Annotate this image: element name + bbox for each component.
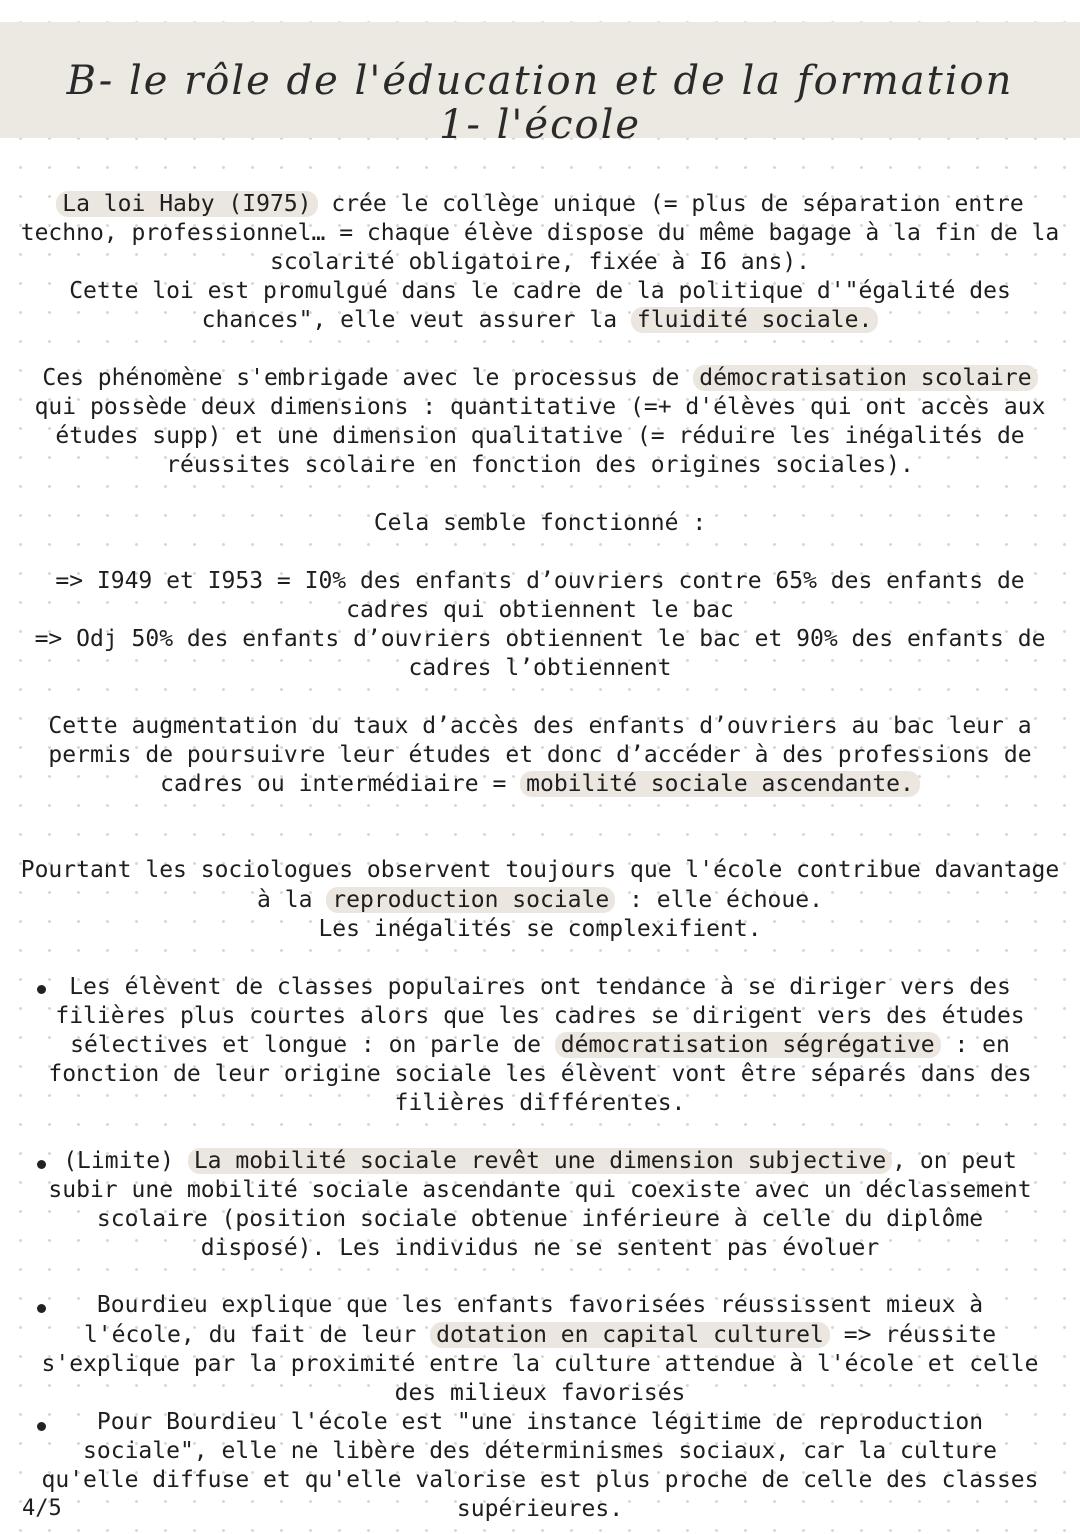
text-line	[0, 1466, 1080, 1495]
subsection-title: 1- l'école	[438, 102, 642, 148]
text-segment: cadres l’obtiennent	[408, 655, 672, 681]
text-line	[0, 1147, 1080, 1176]
text-segment: crée le collège unique (= plus de séparation entre	[317, 191, 1024, 217]
highlighted-term: démocratisation scolaire	[693, 365, 1037, 391]
text-line	[0, 364, 1080, 393]
text-segment: Ces phénomène s'embrigade avec le processus de	[42, 365, 694, 391]
text-segment: cadres ou intermédiaire =	[160, 771, 521, 797]
highlighted-term: démocratisation ségrégative	[555, 1032, 941, 1058]
text-segment: => Odj 50% des enfants d’ouvriers obtiennent le bac et 90% des enfants de	[34, 626, 1046, 652]
text-line	[0, 915, 1080, 944]
text-line	[0, 306, 1080, 335]
highlighted-term: reproduction sociale	[326, 887, 615, 913]
text-line	[0, 422, 1080, 451]
text-line	[0, 770, 1080, 799]
text-line	[0, 625, 1080, 654]
text-segment: permis de poursuivre leur études et donc d’accéder à des professions de	[48, 742, 1032, 768]
text-segment: filières plus courtes alors que les cadres se dirigent vers des études	[55, 1003, 1025, 1029]
text-segment: études supp) et une dimension qualitative (= réduire les inégalités de	[55, 423, 1025, 449]
text-segment: Pourtant les sociologues observent toujours que l'école contribue davantage	[20, 857, 1060, 883]
text-segment: Cela semble fonctionné :	[373, 510, 707, 536]
bullet-dot-icon	[37, 1160, 46, 1169]
text-segment: subir une mobilité sociale ascendante qui coexiste avec un déclassement	[48, 1177, 1032, 1203]
text-segment: réussites scolaire en fonction des origines sociales).	[166, 452, 914, 478]
text-line	[0, 219, 1080, 248]
text-segment: scolaire (position sociale obtenue inférieure à celle du diplôme	[96, 1206, 984, 1232]
text-line	[0, 1495, 1080, 1524]
text-segment: Cette augmentation du taux d’accès des enfants d’ouvriers au bac leur a	[48, 713, 1032, 739]
text-line	[0, 654, 1080, 683]
bullet-dot-icon	[37, 1304, 46, 1313]
text-line	[0, 1031, 1080, 1060]
text-line	[0, 973, 1080, 1002]
text-segment: (Limite)	[63, 1148, 188, 1174]
text-segment: scolarité obligatoire, fixée à I6 ans).	[269, 249, 811, 275]
text-line	[0, 248, 1080, 277]
text-segment: sélectives et longue : on parle de	[70, 1032, 555, 1058]
text-segment: => I949 et I953 = I0% des enfants d’ouvriers contre 65% des enfants de	[55, 568, 1025, 594]
highlighted-term: fluidité sociale.	[631, 307, 878, 333]
text-segment: qu'elle diffuse et qu'elle valorise est plus proche de celle des classes	[41, 1467, 1039, 1493]
bullet-dot-icon	[37, 1422, 46, 1431]
text-line	[0, 1234, 1080, 1263]
highlighted-term: La mobilité sociale revêt une dimension subjective	[188, 1148, 892, 1174]
text-line	[0, 712, 1080, 741]
text-segment: supérieures.	[456, 1496, 624, 1522]
text-line	[0, 1176, 1080, 1205]
text-segment: l'école, du fait de leur	[83, 1322, 431, 1348]
text-segment: filières différentes.	[394, 1090, 686, 1116]
text-line	[0, 190, 1080, 219]
text-segment: disposé). Les individus ne se sentent pas évoluer	[200, 1235, 880, 1261]
text-segment: Les élèvent de classes populaires ont tendance à se diriger vers des	[69, 974, 1011, 1000]
text-line	[0, 1408, 1080, 1437]
text-line	[0, 1002, 1080, 1031]
text-segment: à la	[257, 887, 327, 913]
text-line	[0, 509, 1080, 538]
highlighted-term: dotation en capital culturel	[430, 1322, 830, 1348]
bullet-dot-icon	[37, 985, 46, 994]
text-segment: : en	[940, 1032, 1010, 1058]
text-segment: des milieux favorisés	[394, 1380, 686, 1406]
text-line	[0, 1379, 1080, 1408]
text-line	[0, 856, 1080, 885]
text-line	[0, 596, 1080, 625]
text-line	[0, 1321, 1080, 1350]
text-line	[0, 886, 1080, 915]
text-segment: cadres qui obtiennent le bac	[346, 597, 734, 623]
text-line	[0, 1060, 1080, 1089]
text-line	[0, 393, 1080, 422]
text-segment: Bourdieu explique que les enfants favorisées réussissent mieux à	[96, 1292, 984, 1318]
text-segment: chances", elle veut assurer la	[201, 307, 631, 333]
text-segment: : elle échoue.	[615, 887, 823, 913]
title-banner	[0, 22, 1080, 148]
text-segment: s'explique par la proximité entre la culture attendue à l'école et celle	[41, 1351, 1039, 1377]
text-line	[0, 1291, 1080, 1320]
text-segment: fonction de leur origine sociale les élèvent vont être séparés dans des	[48, 1061, 1032, 1087]
text-segment: qui possède deux dimensions : quantitative (=+ d'élèves qui ont accès aux	[34, 394, 1046, 420]
text-line	[0, 741, 1080, 770]
text-segment: Pour Bourdieu l'école est "une instance légitime de reproduction	[96, 1409, 984, 1435]
text-line	[0, 1350, 1080, 1379]
text-line	[0, 451, 1080, 480]
text-line	[0, 277, 1080, 306]
text-segment: Les inégalités se complexifient.	[318, 916, 762, 942]
text-line	[0, 567, 1080, 596]
text-segment: Cette loi est promulgué dans le cadre de la politique d'"égalité des	[69, 278, 1011, 304]
text-line	[0, 1437, 1080, 1466]
text-segment: techno, professionnel… = chaque élève dispose du même bagage à la fin de la	[20, 220, 1060, 246]
page-number: 4/5	[22, 1496, 62, 1521]
text-line	[0, 1089, 1080, 1118]
section-title: B- le rôle de l'éducation et de la formation	[66, 58, 1014, 104]
text-segment: , on peut	[892, 1148, 1017, 1174]
text-segment: => réussite	[829, 1322, 997, 1348]
text-line	[0, 1205, 1080, 1234]
highlighted-term: mobilité sociale ascendante.	[520, 771, 920, 797]
text-segment: sociale", elle ne libère des déterminismes sociaux, car la culture	[83, 1438, 997, 1464]
highlighted-term: La loi Haby (I975)	[56, 191, 317, 217]
